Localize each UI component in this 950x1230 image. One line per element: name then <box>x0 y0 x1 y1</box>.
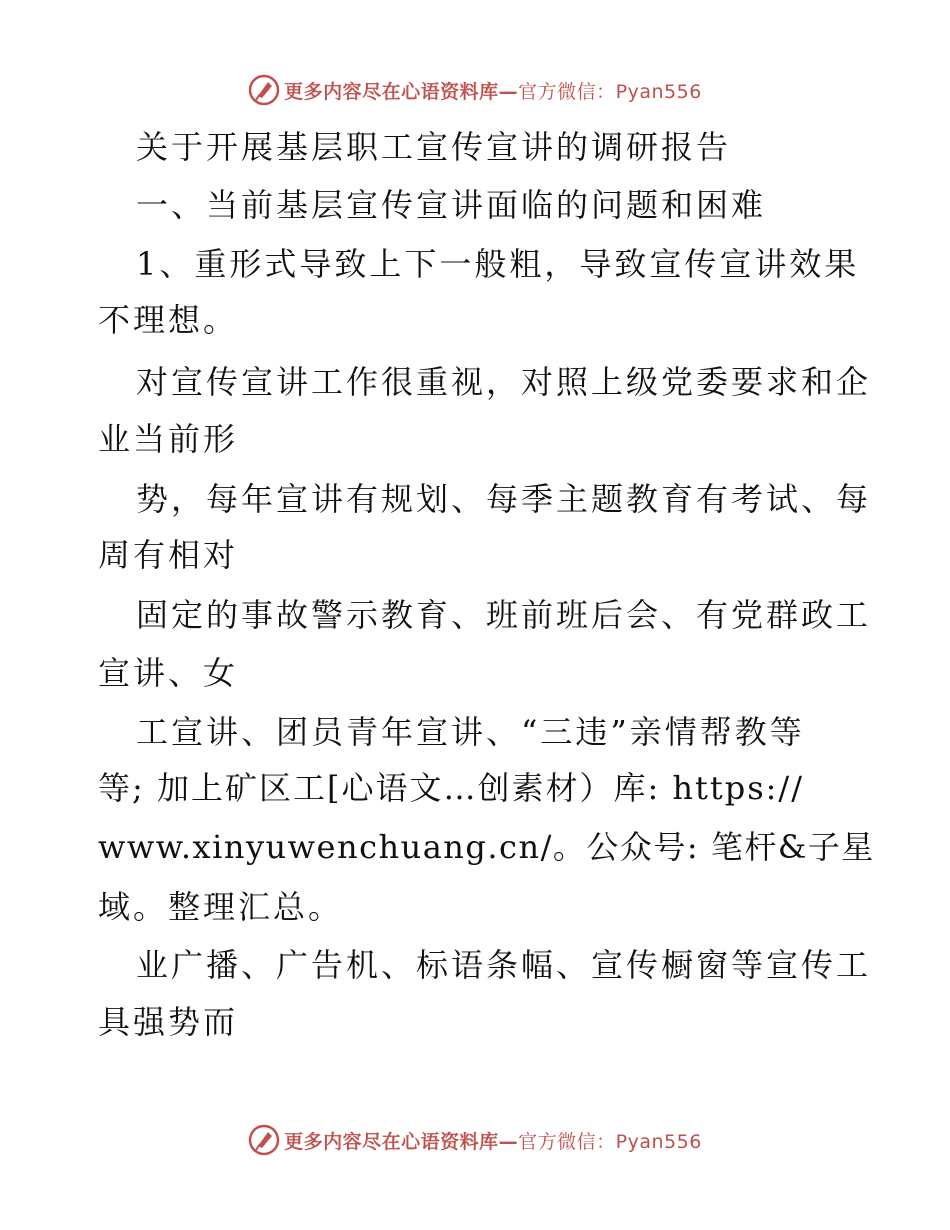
paragraph-line: 业当前形 <box>98 420 239 458</box>
paragraph-line: 对宣传宣讲工作很重视，对照上级党委要求和企 <box>136 363 872 401</box>
paragraph-line: www.xinyuwenchuang.cn/。公众号: 笔杆&子星 <box>98 828 875 866</box>
header-banner-wechat: 官方微信：Pyan556 <box>518 80 702 103</box>
document-title: 关于开展基层职工宣传宣讲的调研报告 <box>136 128 732 166</box>
section-heading: 一、当前基层宣传宣讲面临的问题和困难 <box>136 186 767 224</box>
paragraph-line: 不理想。 <box>98 301 239 339</box>
footer-banner-text <box>284 1127 702 1154</box>
header-banner-main: 更多内容尽在心语资料库— <box>284 80 519 103</box>
paragraph-line: 宣讲、女 <box>98 654 239 692</box>
paragraph-line: 具强势而 <box>98 1003 239 1041</box>
paragraph-line: 势，每年宣讲有规划、每季主题教育有考试、每 <box>136 480 872 518</box>
paragraph-line: 1、重形式导致上下一般粗，导致宣传宣讲效果 <box>136 245 860 283</box>
pen-nib-logo-icon <box>248 1124 280 1156</box>
paragraph-line: 等; 加上矿区工[心语文…创素材）库: https:// <box>98 769 804 807</box>
footer-banner-wechat: 官方微信：Pyan556 <box>518 1130 702 1153</box>
paragraph-line: 业广播、广告机、标语条幅、宣传橱窗等宣传工 <box>136 946 872 984</box>
paragraph-line: 固定的事故警示教育、班前班后会、有党群政工 <box>136 596 872 634</box>
footer-banner-main: 更多内容尽在心语资料库— <box>284 1130 519 1153</box>
paragraph-line: 域。整理汇总。 <box>98 888 344 926</box>
paragraph-line: 周有相对 <box>98 536 239 574</box>
paragraph-line: 工宣讲、团员青年宣讲、“三违”亲情帮教等 <box>136 713 805 751</box>
footer-banner <box>0 1120 950 1160</box>
